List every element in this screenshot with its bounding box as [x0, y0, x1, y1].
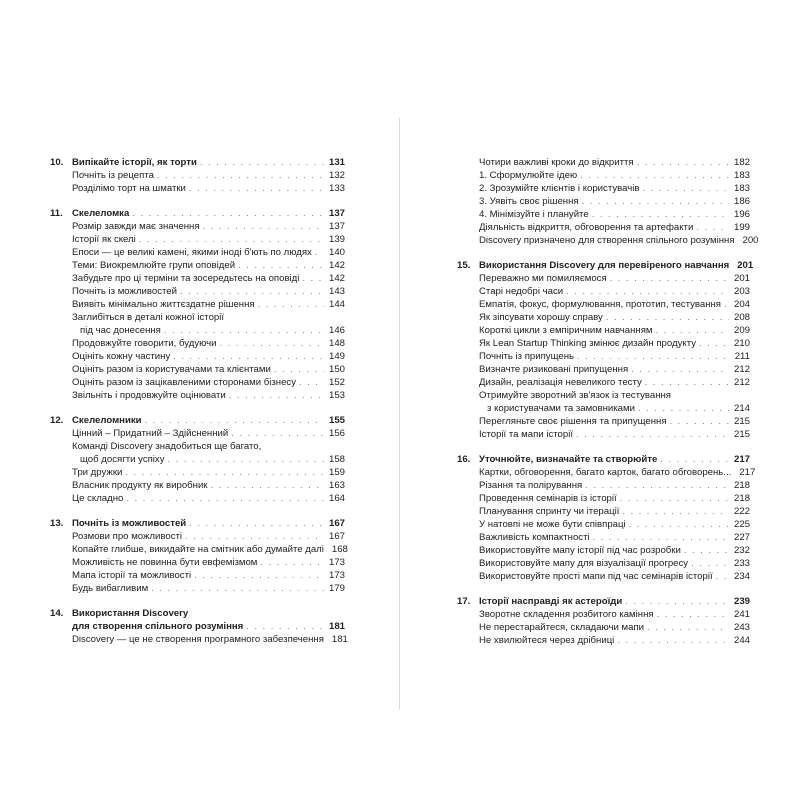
page-number: 158 — [328, 454, 345, 465]
entry-title: Заглибіться в деталі кожної історії — [72, 312, 225, 323]
toc-entry — [457, 234, 759, 247]
page-number: 244 — [733, 635, 750, 646]
entry-title: Цінний – Придатний – Здійсненний — [72, 428, 229, 439]
dot-leader — [625, 595, 729, 608]
entry-title: Зворотне складення розбитого каміння — [479, 609, 654, 620]
entry-title: Отримуйте зворотний зв'язок із тестування — [479, 390, 671, 401]
page-number: 217 — [733, 454, 750, 465]
chapter-heading-continued — [50, 620, 345, 633]
page-number: 211 — [734, 351, 750, 362]
toc-right-page — [457, 156, 759, 659]
entry-title: Переважно ми помиляємося — [479, 273, 607, 284]
page-number: 179 — [328, 583, 345, 594]
entry-title: Власник продукту як виробник — [72, 480, 208, 491]
chapter-heading — [457, 595, 750, 608]
entry-title: Використання Discovery для перевіреного навчання — [479, 260, 730, 271]
entry-title: Емпатія, фокус, формулювання, прототип, тестування — [479, 299, 721, 310]
toc-entry — [457, 363, 750, 376]
toc-entry — [457, 221, 750, 234]
toc-entry — [50, 285, 345, 298]
page-number: 199 — [733, 222, 750, 233]
dot-leader — [258, 298, 324, 311]
page-number: 210 — [733, 338, 750, 349]
toc-entry — [457, 492, 750, 505]
entry-title: Епоси — це великі камені, якими іноді б'ють по людях — [72, 247, 312, 258]
entry-title: 1. Сформулюйте ідею — [479, 170, 578, 181]
dot-leader — [173, 350, 324, 363]
toc-chapter — [457, 156, 759, 247]
toc-entry — [457, 428, 750, 441]
entry-title: Почніть із рецепта — [72, 170, 154, 181]
dot-leader — [164, 324, 324, 337]
chapter-number: 16. — [457, 454, 471, 465]
toc-entry — [457, 557, 750, 570]
dot-leader — [180, 285, 324, 298]
entry-title: Чотири важливі кроки до відкриття — [479, 157, 634, 168]
entry-title: під час донесення — [80, 325, 161, 336]
page-number: 168 — [331, 544, 348, 555]
toc-left-page — [50, 156, 348, 658]
page-number: 243 — [733, 622, 750, 633]
chapter-number: 14. — [50, 608, 64, 619]
chapter-heading — [50, 156, 345, 169]
page-number: 215 — [733, 416, 750, 427]
toc-entry — [50, 440, 345, 453]
toc-entry — [50, 298, 345, 311]
dot-leader — [593, 531, 729, 544]
toc-entry — [457, 621, 750, 634]
page-number: 234 — [733, 571, 750, 582]
toc-entry — [457, 531, 750, 544]
entry-title: Перегляньте своє рішення та припущення — [479, 416, 667, 427]
page-number: 182 — [733, 157, 750, 168]
toc-entry — [50, 492, 345, 505]
entry-title: Дизайн, реалізація невеликого тесту — [479, 377, 642, 388]
toc-entry — [457, 350, 750, 363]
entry-title: Оцініть кожну частину — [72, 351, 171, 362]
page-number: 146 — [328, 325, 345, 336]
page-number: 181 — [331, 634, 348, 645]
page-number: 186 — [733, 196, 750, 207]
toc-entry — [457, 608, 750, 621]
dot-leader — [189, 517, 324, 530]
entry-title: Забудьте про ці терміни та зосередьтесь на оповіді — [72, 273, 300, 284]
toc-entry — [50, 363, 345, 376]
toc-chapter — [457, 259, 754, 441]
entry-title: Це складно — [72, 493, 124, 504]
entry-title: Різання та полірування — [479, 480, 583, 491]
dot-leader — [582, 195, 729, 208]
page-number: 133 — [328, 183, 345, 194]
entry-title: Історії насправді як астероїди — [479, 596, 623, 607]
page-number: 225 — [733, 519, 750, 530]
entry-title: Розмір завжди має значення — [72, 221, 200, 232]
dot-leader — [637, 156, 729, 169]
entry-title: Як зіпсувати хорошу справу — [479, 312, 603, 323]
page-number: 181 — [328, 621, 345, 632]
entry-title: Картки, обговорення, багато карток, багато обговорень... — [479, 467, 732, 478]
toc-entry — [457, 570, 750, 583]
dot-leader — [645, 376, 729, 389]
dot-leader — [684, 544, 729, 557]
entry-title: Можливість не повинна бути евфемізмом — [72, 557, 258, 568]
toc-entry — [50, 259, 345, 272]
toc-entry — [457, 311, 750, 324]
page-number: 196 — [733, 209, 750, 220]
toc-chapter — [457, 595, 750, 647]
entry-title: Мапа історії та можливості — [72, 570, 192, 581]
dot-leader — [656, 324, 729, 337]
toc-chapter — [50, 414, 345, 505]
toc-entry — [50, 169, 345, 182]
dot-leader — [168, 453, 324, 466]
dot-leader — [185, 530, 324, 543]
entry-title: Не перестарайтеся, складаючи мапи — [479, 622, 644, 633]
page-number: 218 — [733, 493, 750, 504]
entry-title: Важливість компактності — [479, 532, 590, 543]
dot-leader — [620, 492, 729, 505]
toc-entry — [50, 530, 345, 543]
toc-entry — [457, 195, 750, 208]
entry-title: Використовуйте мапу для візуалізації прогресу — [479, 558, 689, 569]
page-number: 222 — [733, 506, 750, 517]
toc-entry — [50, 272, 345, 285]
entry-title: Оцініть разом із зацікавленими сторонами бізнесу — [72, 377, 297, 388]
dot-leader — [203, 220, 324, 233]
dot-leader — [315, 246, 324, 259]
page-number: 209 — [733, 325, 750, 336]
toc-entry — [457, 389, 750, 402]
toc-entry — [50, 182, 345, 195]
dot-leader — [139, 233, 324, 246]
toc-entry — [457, 298, 750, 311]
entry-title: 2. Зрозумійте клієнтів і користувачів — [479, 183, 640, 194]
dot-leader — [299, 376, 324, 389]
dot-leader — [126, 492, 324, 505]
dot-leader — [660, 453, 729, 466]
dot-leader — [238, 259, 324, 272]
page-number: 143 — [328, 286, 345, 297]
page-number: 200 — [742, 235, 759, 246]
page-number: 233 — [733, 558, 750, 569]
page-number: 212 — [733, 364, 750, 375]
page-number: 232 — [733, 545, 750, 556]
entry-title: Теми: Виокремлюйте групи оповідей — [72, 260, 236, 271]
page-number: 173 — [328, 557, 345, 568]
page-number: 139 — [328, 234, 345, 245]
page-number: 173 — [328, 570, 345, 581]
toc-entry — [457, 156, 750, 169]
toc-entry — [50, 376, 345, 389]
toc-chapter — [457, 453, 756, 583]
entry-title: Визначте ризиковані припущення — [479, 364, 629, 375]
toc-entry — [457, 544, 750, 557]
page-number: 214 — [733, 403, 750, 414]
toc-entry — [457, 324, 750, 337]
chapter-number: 12. — [50, 415, 64, 426]
toc-chapter — [50, 517, 348, 595]
entry-title: Не хвилюйтеся через дрібниці — [479, 635, 615, 646]
toc-entry — [50, 427, 345, 440]
entry-title: Discovery призначено для створення спільного розуміння — [479, 235, 735, 246]
dot-leader — [132, 207, 324, 220]
dot-leader — [629, 518, 729, 531]
entry-title: Планування спринту чи ітерації — [479, 506, 620, 517]
page-number: 153 — [328, 390, 345, 401]
dot-leader — [189, 182, 324, 195]
page-number: 227 — [733, 532, 750, 543]
dot-leader — [566, 285, 729, 298]
toc-entry — [50, 556, 345, 569]
toc-entry — [50, 350, 345, 363]
page-number: 203 — [733, 286, 750, 297]
dot-leader — [145, 414, 324, 427]
toc-entry — [50, 389, 345, 402]
chapter-number: 13. — [50, 518, 64, 529]
toc-entry-continued — [50, 453, 345, 466]
dot-leader — [576, 428, 729, 441]
entry-title: Проведення семінарів із історії — [479, 493, 617, 504]
toc-chapter — [50, 156, 345, 195]
toc-entry — [457, 337, 750, 350]
toc-entry — [457, 634, 750, 647]
toc-entry — [50, 337, 345, 350]
chapter-number: 15. — [457, 260, 471, 271]
toc-entry — [50, 311, 345, 324]
page-number: 156 — [328, 428, 345, 439]
chapter-heading — [50, 207, 345, 220]
entry-title: Discovery — це не створення програмного забезпечення — [72, 634, 324, 645]
entry-title: Почніть із припущень — [479, 351, 575, 362]
toc-entry — [50, 246, 345, 259]
toc-entry — [50, 582, 345, 595]
toc-entry — [457, 182, 750, 195]
dot-leader — [631, 363, 729, 376]
chapter-heading — [50, 607, 345, 620]
page-number: 167 — [328, 531, 345, 542]
chapter-number: 10. — [50, 157, 64, 168]
page-number: 137 — [328, 208, 345, 219]
toc-chapter — [50, 207, 345, 402]
entry-title: Копайте глибше, викидайте на смітник або думайте далі — [72, 544, 324, 555]
page-number: 163 — [328, 480, 345, 491]
page-number: 239 — [733, 596, 750, 607]
entry-title: Скелеломка — [72, 208, 130, 219]
entry-title: Оцініть разом із користувачами та клієнтами — [72, 364, 271, 375]
toc-entry — [457, 272, 750, 285]
page-number: 164 — [328, 493, 345, 504]
chapter-number: 11. — [50, 208, 63, 219]
dot-leader — [642, 182, 729, 195]
page-number: 183 — [733, 183, 750, 194]
chapter-number: 17. — [457, 596, 471, 607]
dot-leader — [716, 570, 729, 583]
toc-entry — [50, 633, 348, 646]
toc-entry — [457, 479, 750, 492]
entry-title: Розділімо торт на шматки — [72, 183, 186, 194]
entry-title: Продовжуйте говорити, будуючи — [72, 338, 217, 349]
toc-entry-continued — [50, 324, 345, 337]
entry-title: Виявіть мінімально життєздатне рішення — [72, 299, 255, 310]
dot-leader — [699, 337, 729, 350]
entry-title: 4. Мінімізуйте і плануйте — [479, 209, 589, 220]
toc-entry — [50, 569, 345, 582]
entry-title: Історії та мапи історії — [479, 429, 574, 440]
toc-entry — [50, 220, 345, 233]
page-number: 148 — [328, 338, 345, 349]
entry-title: з користувачами та замовниками — [487, 403, 635, 414]
dot-leader — [229, 389, 324, 402]
toc-entry — [457, 466, 756, 479]
toc-entry — [50, 466, 345, 479]
page-number: 201 — [733, 273, 750, 284]
dot-leader — [125, 466, 324, 479]
page-number: 208 — [733, 312, 750, 323]
dot-leader — [157, 169, 324, 182]
page-number: 183 — [733, 170, 750, 181]
dot-leader — [194, 569, 324, 582]
chapter-heading — [50, 414, 345, 427]
page-number: 152 — [328, 377, 345, 388]
page-number: 142 — [328, 273, 345, 284]
dot-leader — [211, 479, 324, 492]
entry-title: Короткі цикли з емпіричним навчанням — [479, 325, 653, 336]
dot-leader — [151, 582, 324, 595]
page-number: 132 — [328, 170, 345, 181]
entry-title: Використання Discovery — [72, 608, 189, 619]
page-number: 155 — [328, 415, 345, 426]
chapter-heading — [457, 259, 754, 272]
entry-title: Використовуйте прості мапи під час семінарів історії — [479, 571, 713, 582]
dot-leader — [246, 620, 324, 633]
entry-title: Випікайте історії, як торти — [72, 157, 197, 168]
entry-title: Розмови про можливості — [72, 531, 183, 542]
dot-leader — [200, 156, 324, 169]
entry-title: Уточнюйте, визначайте та створюйте — [479, 454, 658, 465]
toc-entry — [457, 376, 750, 389]
page-number: 144 — [328, 299, 345, 310]
entry-title: У натовпі не може бути співпраці — [479, 519, 626, 530]
entry-title: для створення спільного розуміння — [72, 621, 244, 632]
dot-leader — [592, 208, 729, 221]
dot-leader — [647, 621, 729, 634]
toc-entry — [50, 233, 345, 246]
dot-leader — [617, 634, 729, 647]
page-number: 212 — [733, 377, 750, 388]
page-number: 140 — [328, 247, 345, 258]
entry-title: Старі недобрі часи — [479, 286, 564, 297]
toc-entry — [50, 543, 348, 556]
dot-leader — [724, 298, 729, 311]
dot-leader — [606, 311, 729, 324]
entry-title: щоб досягти успіху — [80, 454, 165, 465]
entry-title: Три дружки — [72, 467, 123, 478]
entry-title: Почніть із можливостей — [72, 286, 178, 297]
entry-title: Історії як скелі — [72, 234, 136, 245]
page-number: 201 — [737, 260, 754, 271]
dot-leader — [657, 608, 729, 621]
page-number: 150 — [328, 364, 345, 375]
dot-leader — [610, 272, 729, 285]
dot-leader — [670, 415, 729, 428]
page-number: 159 — [328, 467, 345, 478]
dot-leader — [580, 169, 729, 182]
toc-entry — [457, 518, 750, 531]
page-number: 204 — [733, 299, 750, 310]
page-number: 149 — [328, 351, 345, 362]
toc-entry — [457, 505, 750, 518]
toc-chapter — [50, 607, 348, 646]
page-number: 131 — [328, 157, 345, 168]
chapter-heading — [457, 453, 750, 466]
page-number: 241 — [733, 609, 750, 620]
dot-leader — [691, 557, 729, 570]
page-number: 215 — [733, 429, 750, 440]
toc-entry — [50, 479, 345, 492]
chapter-heading — [50, 517, 345, 530]
dot-leader — [577, 350, 729, 363]
page-number: 218 — [733, 480, 750, 491]
entry-title: Використовуйте мапу історії під час розробки — [479, 545, 681, 556]
dot-leader — [696, 221, 729, 234]
toc-entry — [457, 208, 750, 221]
toc-entry-continued — [457, 402, 750, 415]
page-gutter-divider — [399, 118, 400, 710]
dot-leader — [219, 337, 324, 350]
dot-leader — [585, 479, 729, 492]
entry-title: Як Lean Startup Thinking змінює дизайн продукту — [479, 338, 696, 349]
entry-title: Почніть із можливостей — [72, 518, 187, 529]
toc-entry — [457, 415, 750, 428]
toc-entry — [457, 285, 750, 298]
page-number: 137 — [328, 221, 345, 232]
page-number: 217 — [739, 467, 756, 478]
dot-leader — [638, 402, 729, 415]
page-number: 142 — [328, 260, 345, 271]
entry-title: Діяльність відкриття, обговорення та артефакти — [479, 222, 694, 233]
entry-title: Скелеломники — [72, 415, 142, 426]
entry-title: Будь вибагливим — [72, 583, 149, 594]
toc-entry — [457, 169, 750, 182]
entry-title: 3. Уявіть своє рішення — [479, 196, 579, 207]
dot-leader — [274, 363, 324, 376]
dot-leader — [260, 556, 324, 569]
page-number: 167 — [328, 518, 345, 529]
dot-leader — [231, 427, 324, 440]
dot-leader — [622, 505, 729, 518]
dot-leader — [302, 272, 324, 285]
entry-title: Звільніть і продовжуйте оцінювати — [72, 390, 226, 401]
entry-title: Команді Discovery знадобиться ще багато, — [72, 441, 262, 452]
